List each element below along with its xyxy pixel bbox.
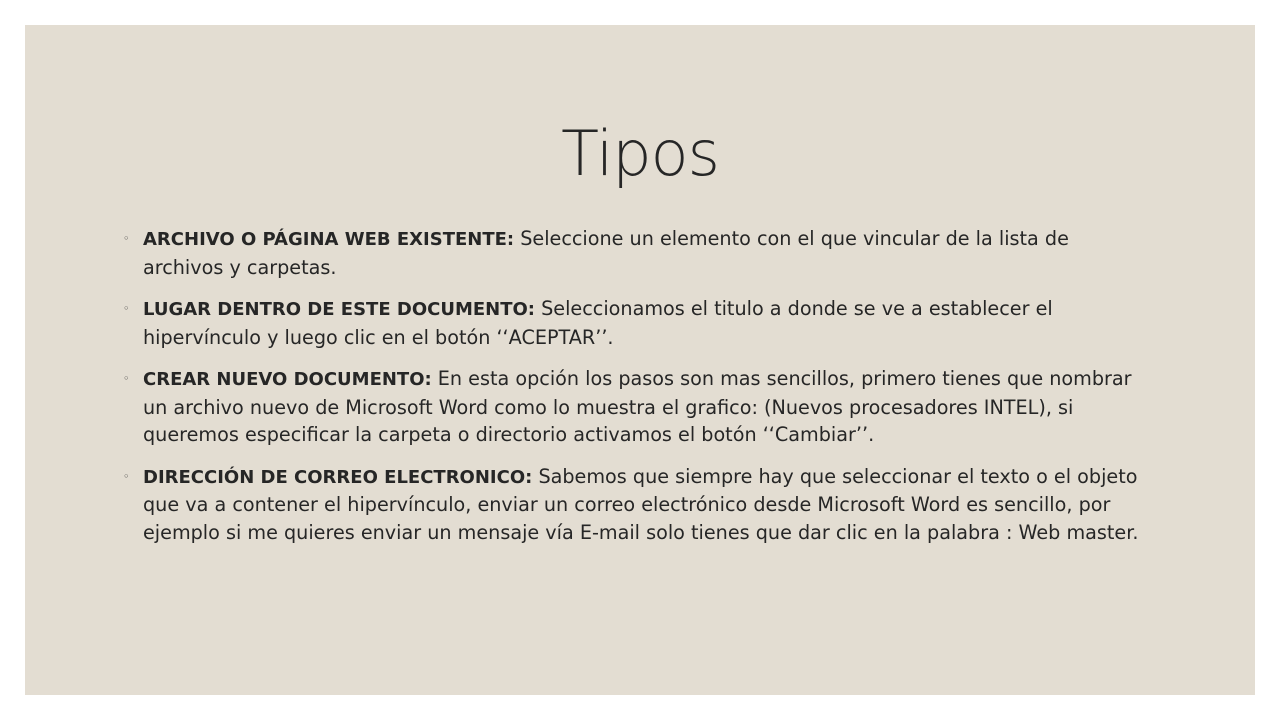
bullet-list bbox=[123, 225, 1155, 560]
list-item bbox=[123, 225, 1155, 281]
list-item bbox=[123, 295, 1155, 351]
slide-title: Tipos bbox=[561, 117, 719, 190]
bullet-term: ARCHIVO O PÁGINA WEB EXISTENTE: bbox=[143, 229, 515, 250]
bullet-text: Seleccionamos el titulo a donde se ve a establecer el hipervínculo y luego clic en el botón ‘‘ACEPTAR’’. bbox=[143, 297, 1053, 349]
bullet-text: En esta opción los pasos son mas sencillos, primero tienes que nombrar un archivo nuevo de Microsoft Word como lo muestra el grafico: (Nuevos procesadores INTEL), si queremos especificar la carpeta o directorio activamos el botón ‘‘Cambiar’’. bbox=[143, 367, 1132, 446]
bullet-icon: ◦ bbox=[123, 372, 130, 385]
list-item bbox=[123, 365, 1155, 449]
bullet-term: DIRECCIÓN DE CORREO ELECTRONICO: bbox=[143, 466, 533, 488]
bullet-text: Sabemos que siempre hay que seleccionar el texto o el objeto que va a contener el hipervínculo, enviar un correo electrónico desde Microsoft Word es sencillo, por ejemplo si me quieres enviar un mensaje vía E-mail solo tienes que dar clic en la palabra : Web master. bbox=[143, 464, 1139, 544]
bullet-icon: ◦ bbox=[123, 302, 130, 315]
bullet-icon: ◦ bbox=[123, 232, 130, 245]
bullet-text: Seleccione un elemento con el que vincular de la lista de archivos y carpetas. bbox=[143, 227, 1069, 279]
bullet-term: LUGAR DENTRO DE ESTE DOCUMENTO: bbox=[143, 299, 536, 320]
list-item bbox=[123, 463, 1155, 547]
bullet-icon: ◦ bbox=[123, 469, 130, 483]
slide bbox=[25, 25, 1255, 695]
bullet-term: CREAR NUEVO DOCUMENTO: bbox=[143, 369, 432, 390]
